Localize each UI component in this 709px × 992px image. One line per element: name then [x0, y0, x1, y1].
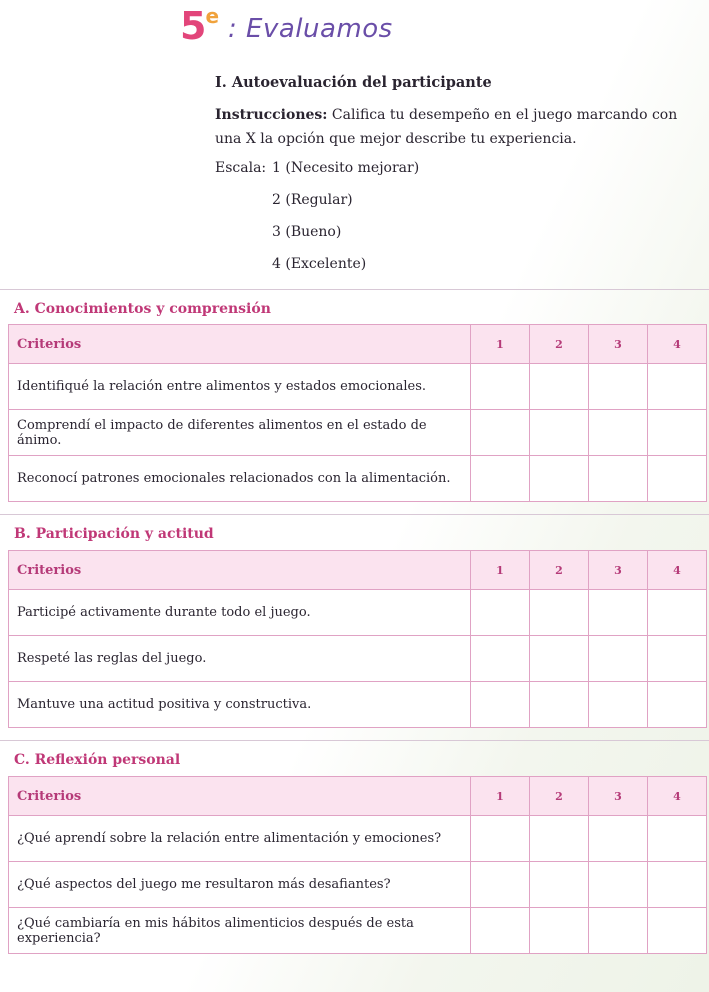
table-row — [9, 636, 707, 682]
rating-box-1[interactable] — [471, 456, 530, 502]
table-row — [9, 862, 707, 908]
rating-box-4[interactable] — [648, 364, 707, 410]
table-row — [9, 816, 707, 862]
section-c-title: C. Reflexión personal — [14, 752, 181, 768]
rating-box-3[interactable] — [589, 682, 648, 728]
rating-box-3[interactable] — [589, 456, 648, 502]
rating-box-4[interactable] — [648, 862, 707, 908]
criteria-text: Identifiqué la relación entre alimentos y estados emocionales. — [9, 364, 471, 410]
rating-header-1: 1 — [471, 325, 530, 364]
section-divider — [0, 740, 709, 741]
criteria-text: Mantuve una actitud positiva y constructiva. — [9, 682, 471, 728]
criteria-header: Criterios — [9, 777, 471, 816]
rating-box-2[interactable] — [530, 456, 589, 502]
rating-header-2: 2 — [530, 325, 589, 364]
criteria-text: ¿Qué cambiaría en mis hábitos alimenticios después de esta experiencia? — [9, 908, 471, 954]
table-row — [9, 410, 707, 456]
rating-box-1[interactable] — [471, 590, 530, 636]
rating-box-2[interactable] — [530, 410, 589, 456]
rating-box-4[interactable] — [648, 816, 707, 862]
section-b-table — [8, 550, 707, 728]
scale-item-2: 2 (Regular) — [272, 192, 353, 208]
table-row — [9, 590, 707, 636]
rating-box-2[interactable] — [530, 636, 589, 682]
rating-header-3: 3 — [589, 551, 648, 590]
rating-box-3[interactable] — [589, 636, 648, 682]
rating-box-1[interactable] — [471, 364, 530, 410]
rating-box-2[interactable] — [530, 590, 589, 636]
rating-box-4[interactable] — [648, 456, 707, 502]
rating-box-1[interactable] — [471, 410, 530, 456]
rating-box-2[interactable] — [530, 816, 589, 862]
rating-header-3: 3 — [589, 325, 648, 364]
section-a-title: A. Conocimientos y comprensión — [14, 301, 271, 317]
rating-box-1[interactable] — [471, 908, 530, 954]
rating-header-2: 2 — [530, 777, 589, 816]
rating-box-4[interactable] — [648, 590, 707, 636]
activity-header — [180, 4, 709, 64]
rating-box-4[interactable] — [648, 682, 707, 728]
rating-box-4[interactable] — [648, 636, 707, 682]
criteria-text: Comprendí el impacto de diferentes alimentos en el estado de ánimo. — [9, 410, 471, 456]
table-header-row — [9, 551, 707, 590]
section-a-table — [8, 324, 707, 502]
activity-title: : Evaluamos — [228, 14, 393, 44]
table-header-row — [9, 325, 707, 364]
rating-box-2[interactable] — [530, 908, 589, 954]
scale-item-3: 3 (Bueno) — [272, 224, 342, 240]
rating-box-3[interactable] — [589, 908, 648, 954]
instructions-label: Instrucciones: — [215, 107, 328, 123]
instructions — [215, 103, 705, 151]
rating-box-3[interactable] — [589, 816, 648, 862]
rating-header-2: 2 — [530, 551, 589, 590]
table-row — [9, 456, 707, 502]
table-header-row — [9, 777, 707, 816]
rating-header-1: 1 — [471, 551, 530, 590]
rating-header-4: 4 — [648, 777, 707, 816]
criteria-text: ¿Qué aspectos del juego me resultaron más desafiantes? — [9, 862, 471, 908]
section-divider — [0, 514, 709, 515]
criteria-header: Criterios — [9, 551, 471, 590]
rating-header-4: 4 — [648, 325, 707, 364]
criteria-text: Participé activamente durante todo el juego. — [9, 590, 471, 636]
section-title: I. Autoevaluación del participante — [215, 74, 492, 91]
rating-box-1[interactable] — [471, 682, 530, 728]
criteria-text: Respeté las reglas del juego. — [9, 636, 471, 682]
rating-box-3[interactable] — [589, 364, 648, 410]
section-c-table — [8, 776, 707, 954]
rating-box-3[interactable] — [589, 590, 648, 636]
rating-box-3[interactable] — [589, 862, 648, 908]
scale-item-1: 1 (Necesito mejorar) — [272, 160, 420, 176]
rating-box-1[interactable] — [471, 816, 530, 862]
rating-box-2[interactable] — [530, 682, 589, 728]
rating-header-3: 3 — [589, 777, 648, 816]
criteria-header: Criterios — [9, 325, 471, 364]
rating-box-2[interactable] — [530, 364, 589, 410]
rating-box-4[interactable] — [648, 410, 707, 456]
table-row — [9, 364, 707, 410]
rating-box-1[interactable] — [471, 636, 530, 682]
criteria-text: ¿Qué aprendí sobre la relación entre alimentación y emociones? — [9, 816, 471, 862]
rating-header-4: 4 — [648, 551, 707, 590]
rating-box-4[interactable] — [648, 908, 707, 954]
table-row — [9, 908, 707, 954]
step-number: 5e — [180, 4, 218, 48]
rating-box-3[interactable] — [589, 410, 648, 456]
instructions-text: Califica tu desempeño en el juego marcando con una X la opción que mejor describe tu experiencia. — [215, 107, 678, 147]
rating-box-1[interactable] — [471, 862, 530, 908]
section-divider — [0, 289, 709, 290]
criteria-text: Reconocí patrones emocionales relacionados con la alimentación. — [9, 456, 471, 502]
rating-header-1: 1 — [471, 777, 530, 816]
scale-item-4: 4 (Excelente) — [272, 256, 367, 272]
table-row — [9, 682, 707, 728]
scale-label: Escala: — [215, 160, 267, 176]
section-b-title: B. Participación y actitud — [14, 526, 214, 542]
rating-box-2[interactable] — [530, 862, 589, 908]
